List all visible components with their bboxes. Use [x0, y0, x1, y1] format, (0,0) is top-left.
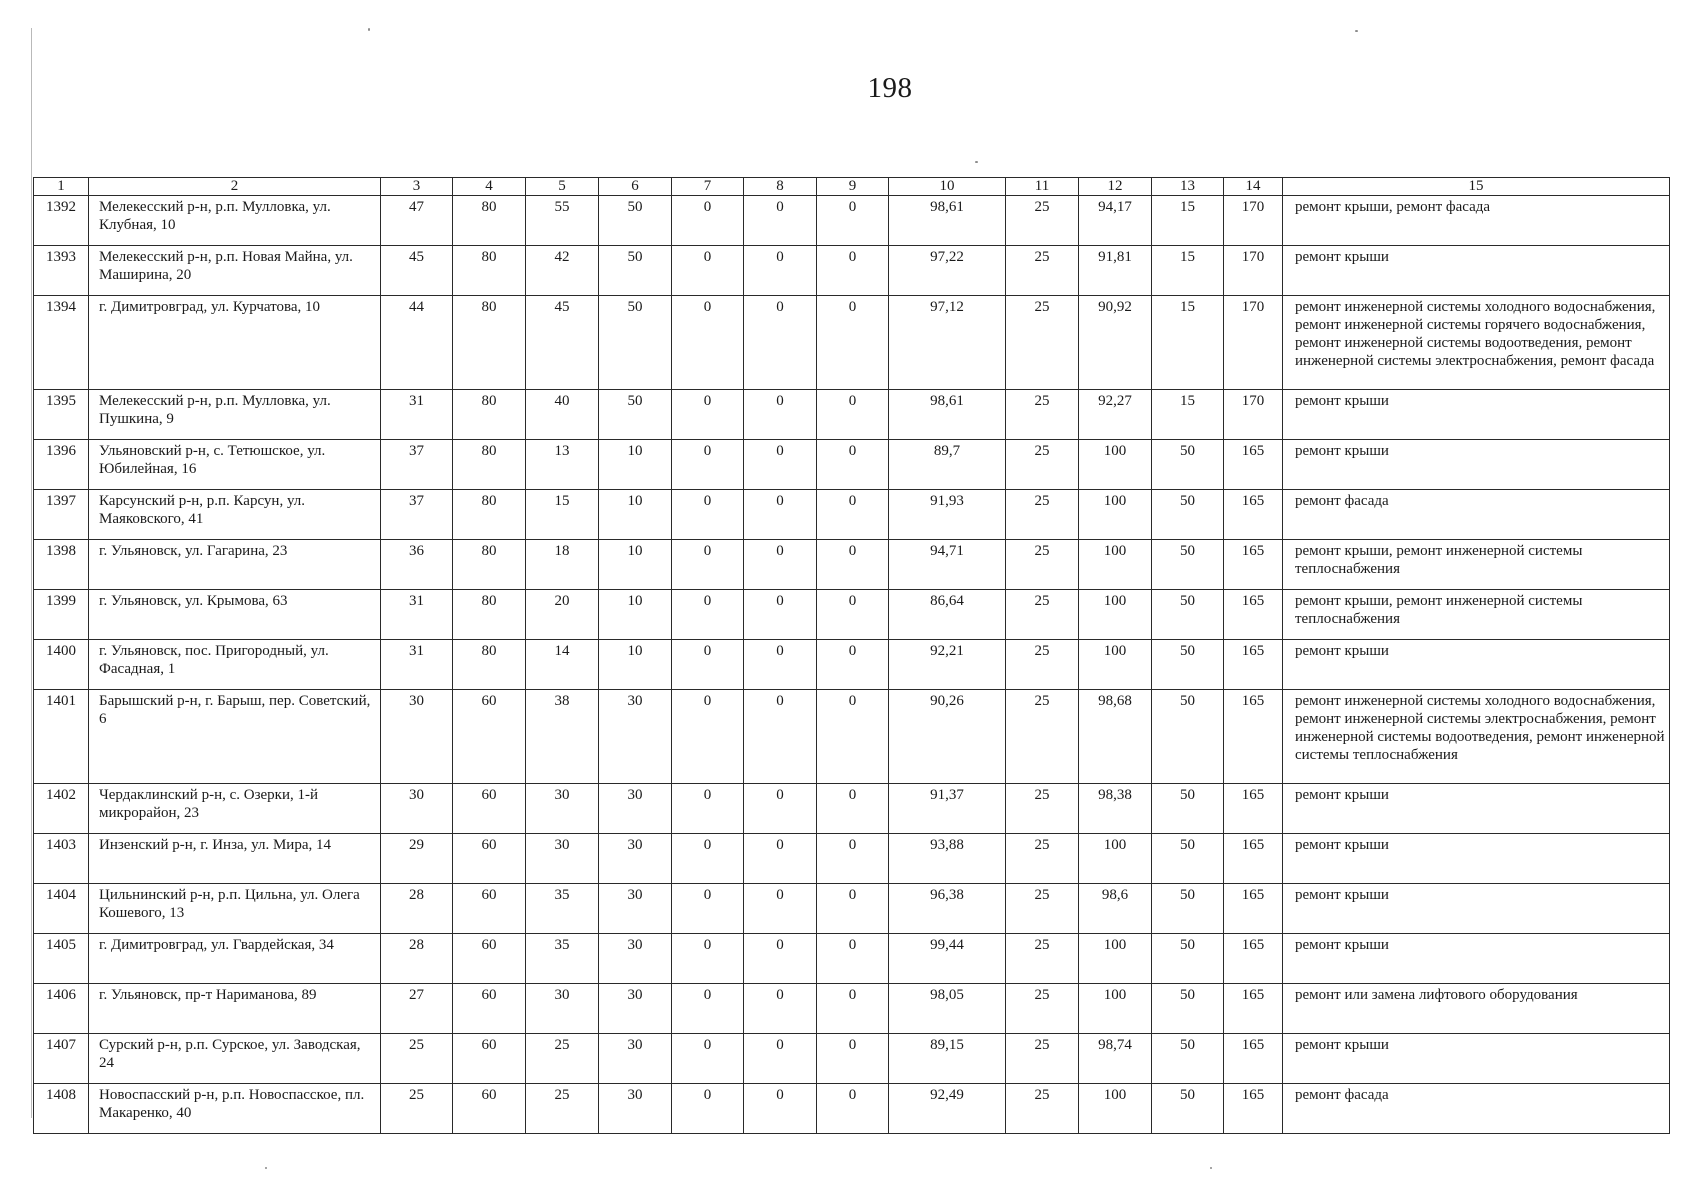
value-cell-14: 165: [1224, 834, 1283, 884]
value-cell-14: 165: [1224, 984, 1283, 1034]
value-cell-6: 30: [599, 934, 672, 984]
value-cell-12: 100: [1079, 640, 1152, 690]
value-cell-12: 100: [1079, 540, 1152, 590]
address-cell: Чердаклинский р-н, с. Озерки, 1-й микрорайон, 23: [89, 784, 381, 834]
row-number-cell: 1394: [34, 296, 89, 390]
value-cell-11: 25: [1006, 1034, 1079, 1084]
column-number-10: 10: [889, 178, 1006, 196]
value-cell-5: 14: [526, 640, 599, 690]
table-row: [34, 884, 1670, 934]
value-cell-9: 0: [817, 690, 889, 784]
value-cell-3: 31: [381, 590, 453, 640]
row-number-cell: 1393: [34, 246, 89, 296]
row-number-cell: 1405: [34, 934, 89, 984]
value-cell-11: 25: [1006, 296, 1079, 390]
value-cell-13: 50: [1152, 934, 1224, 984]
column-number-3: 3: [381, 178, 453, 196]
value-cell-5: 38: [526, 690, 599, 784]
address-cell: Новоспасский р-н, р.п. Новоспасское, пл. Макаренко, 40: [89, 1084, 381, 1134]
value-cell-12: 100: [1079, 440, 1152, 490]
value-cell-5: 35: [526, 884, 599, 934]
value-cell-5: 15: [526, 490, 599, 540]
value-cell-14: 170: [1224, 196, 1283, 246]
value-cell-5: 42: [526, 246, 599, 296]
value-cell-10: 93,88: [889, 834, 1006, 884]
value-cell-10: 86,64: [889, 590, 1006, 640]
value-cell-11: 25: [1006, 934, 1079, 984]
value-cell-13: 50: [1152, 640, 1224, 690]
value-cell-3: 30: [381, 784, 453, 834]
value-cell-3: 31: [381, 390, 453, 440]
table-row: [34, 296, 1670, 390]
row-number-cell: 1395: [34, 390, 89, 440]
value-cell-13: 50: [1152, 1084, 1224, 1134]
works-cell: ремонт или замена лифтового оборудования: [1283, 984, 1670, 1034]
works-cell: ремонт крыши: [1283, 934, 1670, 984]
value-cell-6: 30: [599, 884, 672, 934]
table-row: [34, 246, 1670, 296]
value-cell-10: 89,15: [889, 1034, 1006, 1084]
value-cell-3: 37: [381, 440, 453, 490]
address-cell: Цильнинский р-н, р.п. Цильна, ул. Олега Кошевого, 13: [89, 884, 381, 934]
value-cell-8: 0: [744, 490, 817, 540]
table-row: [34, 934, 1670, 984]
value-cell-6: 10: [599, 490, 672, 540]
works-cell: ремонт фасада: [1283, 1084, 1670, 1134]
value-cell-9: 0: [817, 490, 889, 540]
value-cell-12: 90,92: [1079, 296, 1152, 390]
value-cell-9: 0: [817, 246, 889, 296]
value-cell-13: 50: [1152, 884, 1224, 934]
value-cell-8: 0: [744, 884, 817, 934]
table-row: [34, 834, 1670, 884]
value-cell-14: 165: [1224, 690, 1283, 784]
value-cell-9: 0: [817, 590, 889, 640]
value-cell-4: 80: [453, 390, 526, 440]
value-cell-8: 0: [744, 784, 817, 834]
row-number-cell: 1407: [34, 1034, 89, 1084]
column-number-7: 7: [672, 178, 744, 196]
value-cell-8: 0: [744, 934, 817, 984]
value-cell-12: 98,6: [1079, 884, 1152, 934]
value-cell-7: 0: [672, 984, 744, 1034]
value-cell-12: 94,17: [1079, 196, 1152, 246]
value-cell-3: 45: [381, 246, 453, 296]
value-cell-11: 25: [1006, 690, 1079, 784]
value-cell-10: 98,61: [889, 390, 1006, 440]
address-cell: Ульяновский р-н, с. Тетюшское, ул. Юбилейная, 16: [89, 440, 381, 490]
works-cell: ремонт крыши: [1283, 640, 1670, 690]
value-cell-8: 0: [744, 1084, 817, 1134]
value-cell-9: 0: [817, 1034, 889, 1084]
row-number-cell: 1396: [34, 440, 89, 490]
address-cell: Карсунский р-н, р.п. Карсун, ул. Маяковского, 41: [89, 490, 381, 540]
value-cell-11: 25: [1006, 1084, 1079, 1134]
value-cell-7: 0: [672, 246, 744, 296]
column-number-12: 12: [1079, 178, 1152, 196]
works-cell: ремонт крыши: [1283, 834, 1670, 884]
value-cell-3: 25: [381, 1034, 453, 1084]
value-cell-10: 99,44: [889, 934, 1006, 984]
table-row: [34, 640, 1670, 690]
value-cell-9: 0: [817, 296, 889, 390]
value-cell-8: 0: [744, 984, 817, 1034]
row-number-cell: 1397: [34, 490, 89, 540]
value-cell-6: 30: [599, 784, 672, 834]
value-cell-13: 50: [1152, 690, 1224, 784]
value-cell-8: 0: [744, 540, 817, 590]
table-row: [34, 690, 1670, 784]
scan-speck: [1210, 1167, 1212, 1169]
value-cell-3: 27: [381, 984, 453, 1034]
value-cell-12: 100: [1079, 1084, 1152, 1134]
column-number-1: 1: [34, 178, 89, 196]
value-cell-4: 80: [453, 490, 526, 540]
value-cell-3: 44: [381, 296, 453, 390]
value-cell-8: 0: [744, 246, 817, 296]
table-row: [34, 984, 1670, 1034]
address-cell: г. Димитровград, ул. Курчатова, 10: [89, 296, 381, 390]
value-cell-13: 50: [1152, 490, 1224, 540]
works-cell: ремонт инженерной системы холодного водоснабжения, ремонт инженерной системы горячего водоснабжения, ремонт инженерной системы водоотведения, ремонт инженерной системы электроснабжения, ремонт фасада: [1283, 296, 1670, 390]
value-cell-14: 165: [1224, 540, 1283, 590]
value-cell-14: 170: [1224, 296, 1283, 390]
scan-speck: [265, 1167, 267, 1169]
value-cell-3: 47: [381, 196, 453, 246]
value-cell-6: 10: [599, 640, 672, 690]
value-cell-11: 25: [1006, 490, 1079, 540]
value-cell-14: 165: [1224, 440, 1283, 490]
row-number-cell: 1408: [34, 1084, 89, 1134]
row-number-cell: 1400: [34, 640, 89, 690]
value-cell-7: 0: [672, 490, 744, 540]
table-row: [34, 196, 1670, 246]
address-cell: Инзенский р-н, г. Инза, ул. Мира, 14: [89, 834, 381, 884]
value-cell-10: 90,26: [889, 690, 1006, 784]
value-cell-9: 0: [817, 984, 889, 1034]
value-cell-10: 92,21: [889, 640, 1006, 690]
value-cell-4: 60: [453, 1084, 526, 1134]
value-cell-13: 15: [1152, 390, 1224, 440]
value-cell-14: 165: [1224, 1034, 1283, 1084]
value-cell-10: 98,05: [889, 984, 1006, 1034]
value-cell-4: 60: [453, 984, 526, 1034]
column-number-14: 14: [1224, 178, 1283, 196]
works-cell: ремонт крыши, ремонт инженерной системы теплоснабжения: [1283, 540, 1670, 590]
value-cell-6: 30: [599, 984, 672, 1034]
value-cell-4: 60: [453, 784, 526, 834]
value-cell-7: 0: [672, 884, 744, 934]
value-cell-12: 100: [1079, 834, 1152, 884]
value-cell-8: 0: [744, 1034, 817, 1084]
value-cell-7: 0: [672, 440, 744, 490]
value-cell-13: 50: [1152, 1034, 1224, 1084]
value-cell-8: 0: [744, 196, 817, 246]
value-cell-9: 0: [817, 884, 889, 934]
scan-page-edge: [31, 28, 32, 1118]
value-cell-11: 25: [1006, 390, 1079, 440]
column-number-9: 9: [817, 178, 889, 196]
table-row: [34, 1034, 1670, 1084]
works-cell: ремонт фасада: [1283, 490, 1670, 540]
value-cell-7: 0: [672, 640, 744, 690]
column-number-2: 2: [89, 178, 381, 196]
works-cell: ремонт крыши: [1283, 440, 1670, 490]
works-cell: ремонт крыши, ремонт фасада: [1283, 196, 1670, 246]
value-cell-5: 18: [526, 540, 599, 590]
value-cell-4: 60: [453, 884, 526, 934]
value-cell-6: 30: [599, 834, 672, 884]
value-cell-11: 25: [1006, 984, 1079, 1034]
address-cell: г. Ульяновск, пр-т Нариманова, 89: [89, 984, 381, 1034]
value-cell-8: 0: [744, 690, 817, 784]
value-cell-13: 15: [1152, 246, 1224, 296]
value-cell-9: 0: [817, 196, 889, 246]
value-cell-7: 0: [672, 784, 744, 834]
address-cell: г. Ульяновск, пос. Пригородный, ул. Фасадная, 1: [89, 640, 381, 690]
value-cell-11: 25: [1006, 196, 1079, 246]
value-cell-14: 165: [1224, 490, 1283, 540]
value-cell-14: 165: [1224, 590, 1283, 640]
column-number-6: 6: [599, 178, 672, 196]
value-cell-5: 13: [526, 440, 599, 490]
address-cell: г. Ульяновск, ул. Гагарина, 23: [89, 540, 381, 590]
works-cell: ремонт крыши: [1283, 246, 1670, 296]
column-number-11: 11: [1006, 178, 1079, 196]
row-number-cell: 1404: [34, 884, 89, 934]
value-cell-3: 30: [381, 690, 453, 784]
value-cell-5: 45: [526, 296, 599, 390]
value-cell-10: 96,38: [889, 884, 1006, 934]
buildings-registry-table: [33, 177, 1670, 1134]
value-cell-5: 30: [526, 834, 599, 884]
value-cell-6: 50: [599, 296, 672, 390]
table-row: [34, 390, 1670, 440]
value-cell-3: 28: [381, 934, 453, 984]
value-cell-11: 25: [1006, 540, 1079, 590]
address-cell: г. Димитровград, ул. Гвардейская, 34: [89, 934, 381, 984]
table-row: [34, 490, 1670, 540]
value-cell-3: 37: [381, 490, 453, 540]
value-cell-13: 50: [1152, 784, 1224, 834]
value-cell-12: 100: [1079, 984, 1152, 1034]
value-cell-10: 98,61: [889, 196, 1006, 246]
table-row: [34, 440, 1670, 490]
value-cell-11: 25: [1006, 834, 1079, 884]
column-number-13: 13: [1152, 178, 1224, 196]
value-cell-5: 40: [526, 390, 599, 440]
column-number-15: 15: [1283, 178, 1670, 196]
value-cell-7: 0: [672, 1084, 744, 1134]
value-cell-10: 89,7: [889, 440, 1006, 490]
value-cell-6: 30: [599, 1034, 672, 1084]
value-cell-12: 100: [1079, 490, 1152, 540]
value-cell-6: 30: [599, 690, 672, 784]
row-number-cell: 1392: [34, 196, 89, 246]
table-row: [34, 1084, 1670, 1134]
value-cell-9: 0: [817, 390, 889, 440]
value-cell-10: 91,37: [889, 784, 1006, 834]
row-number-cell: 1398: [34, 540, 89, 590]
row-number-cell: 1403: [34, 834, 89, 884]
value-cell-12: 91,81: [1079, 246, 1152, 296]
value-cell-12: 98,74: [1079, 1034, 1152, 1084]
scan-speck: [368, 28, 370, 31]
value-cell-3: 25: [381, 1084, 453, 1134]
value-cell-10: 91,93: [889, 490, 1006, 540]
value-cell-9: 0: [817, 640, 889, 690]
value-cell-10: 97,22: [889, 246, 1006, 296]
value-cell-12: 100: [1079, 934, 1152, 984]
works-cell: ремонт крыши: [1283, 1034, 1670, 1084]
value-cell-5: 25: [526, 1034, 599, 1084]
page-number: 198: [867, 72, 913, 104]
value-cell-13: 50: [1152, 540, 1224, 590]
address-cell: г. Ульяновск, ул. Крымова, 63: [89, 590, 381, 640]
value-cell-11: 25: [1006, 884, 1079, 934]
value-cell-4: 80: [453, 296, 526, 390]
value-cell-13: 15: [1152, 196, 1224, 246]
value-cell-4: 80: [453, 640, 526, 690]
value-cell-11: 25: [1006, 784, 1079, 834]
value-cell-8: 0: [744, 440, 817, 490]
value-cell-11: 25: [1006, 440, 1079, 490]
value-cell-12: 92,27: [1079, 390, 1152, 440]
value-cell-9: 0: [817, 540, 889, 590]
value-cell-13: 15: [1152, 296, 1224, 390]
column-number-8: 8: [744, 178, 817, 196]
value-cell-10: 94,71: [889, 540, 1006, 590]
value-cell-6: 10: [599, 590, 672, 640]
value-cell-7: 0: [672, 540, 744, 590]
row-number-cell: 1406: [34, 984, 89, 1034]
value-cell-4: 60: [453, 1034, 526, 1084]
value-cell-7: 0: [672, 1034, 744, 1084]
value-cell-3: 31: [381, 640, 453, 690]
value-cell-8: 0: [744, 834, 817, 884]
column-number-5: 5: [526, 178, 599, 196]
value-cell-11: 25: [1006, 640, 1079, 690]
value-cell-4: 80: [453, 540, 526, 590]
value-cell-12: 98,68: [1079, 690, 1152, 784]
value-cell-7: 0: [672, 934, 744, 984]
value-cell-9: 0: [817, 784, 889, 834]
value-cell-7: 0: [672, 690, 744, 784]
value-cell-5: 30: [526, 984, 599, 1034]
value-cell-4: 80: [453, 196, 526, 246]
value-cell-8: 0: [744, 590, 817, 640]
value-cell-13: 50: [1152, 984, 1224, 1034]
value-cell-14: 170: [1224, 246, 1283, 296]
value-cell-9: 0: [817, 834, 889, 884]
column-number-4: 4: [453, 178, 526, 196]
value-cell-6: 50: [599, 390, 672, 440]
row-number-cell: 1402: [34, 784, 89, 834]
value-cell-14: 165: [1224, 934, 1283, 984]
value-cell-13: 50: [1152, 834, 1224, 884]
address-cell: Мелекесский р-н, р.п. Новая Майна, ул. Маширина, 20: [89, 246, 381, 296]
value-cell-9: 0: [817, 1084, 889, 1134]
table-row: [34, 784, 1670, 834]
value-cell-14: 165: [1224, 640, 1283, 690]
value-cell-11: 25: [1006, 590, 1079, 640]
scan-speck: [1355, 30, 1358, 32]
value-cell-6: 10: [599, 540, 672, 590]
value-cell-4: 80: [453, 590, 526, 640]
value-cell-4: 60: [453, 690, 526, 784]
table-row: [34, 590, 1670, 640]
works-cell: ремонт инженерной системы холодного водоснабжения, ремонт инженерной системы электроснабжения, ремонт инженерной системы водоотведения, ремонт инженерной системы теплоснабжения: [1283, 690, 1670, 784]
value-cell-7: 0: [672, 390, 744, 440]
value-cell-13: 50: [1152, 440, 1224, 490]
value-cell-10: 97,12: [889, 296, 1006, 390]
value-cell-7: 0: [672, 196, 744, 246]
value-cell-8: 0: [744, 296, 817, 390]
value-cell-4: 60: [453, 834, 526, 884]
value-cell-9: 0: [817, 934, 889, 984]
table-body: [34, 196, 1670, 1134]
value-cell-12: 100: [1079, 590, 1152, 640]
value-cell-14: 165: [1224, 884, 1283, 934]
works-cell: ремонт крыши: [1283, 784, 1670, 834]
value-cell-14: 170: [1224, 390, 1283, 440]
value-cell-7: 0: [672, 834, 744, 884]
value-cell-14: 165: [1224, 784, 1283, 834]
value-cell-5: 20: [526, 590, 599, 640]
value-cell-5: 35: [526, 934, 599, 984]
column-numbers-row: [34, 178, 1670, 196]
value-cell-9: 0: [817, 440, 889, 490]
value-cell-8: 0: [744, 390, 817, 440]
value-cell-12: 98,38: [1079, 784, 1152, 834]
value-cell-6: 10: [599, 440, 672, 490]
value-cell-3: 29: [381, 834, 453, 884]
value-cell-7: 0: [672, 590, 744, 640]
row-number-cell: 1399: [34, 590, 89, 640]
value-cell-8: 0: [744, 640, 817, 690]
address-cell: Сурский р-н, р.п. Сурское, ул. Заводская, 24: [89, 1034, 381, 1084]
value-cell-6: 50: [599, 246, 672, 296]
value-cell-11: 25: [1006, 246, 1079, 296]
value-cell-5: 25: [526, 1084, 599, 1134]
value-cell-3: 28: [381, 884, 453, 934]
address-cell: Барышский р-н, г. Барыш, пер. Советский, 6: [89, 690, 381, 784]
value-cell-6: 50: [599, 196, 672, 246]
works-cell: ремонт крыши: [1283, 884, 1670, 934]
value-cell-3: 36: [381, 540, 453, 590]
value-cell-4: 60: [453, 934, 526, 984]
value-cell-13: 50: [1152, 590, 1224, 640]
value-cell-6: 30: [599, 1084, 672, 1134]
value-cell-4: 80: [453, 440, 526, 490]
row-number-cell: 1401: [34, 690, 89, 784]
value-cell-5: 30: [526, 784, 599, 834]
value-cell-10: 92,49: [889, 1084, 1006, 1134]
address-cell: Мелекесский р-н, р.п. Мулловка, ул. Клубная, 10: [89, 196, 381, 246]
value-cell-7: 0: [672, 296, 744, 390]
value-cell-14: 165: [1224, 1084, 1283, 1134]
works-cell: ремонт крыши, ремонт инженерной системы теплоснабжения: [1283, 590, 1670, 640]
works-cell: ремонт крыши: [1283, 390, 1670, 440]
table-row: [34, 540, 1670, 590]
address-cell: Мелекесский р-н, р.п. Мулловка, ул. Пушкина, 9: [89, 390, 381, 440]
value-cell-5: 55: [526, 196, 599, 246]
scan-speck: [975, 161, 978, 163]
value-cell-4: 80: [453, 246, 526, 296]
